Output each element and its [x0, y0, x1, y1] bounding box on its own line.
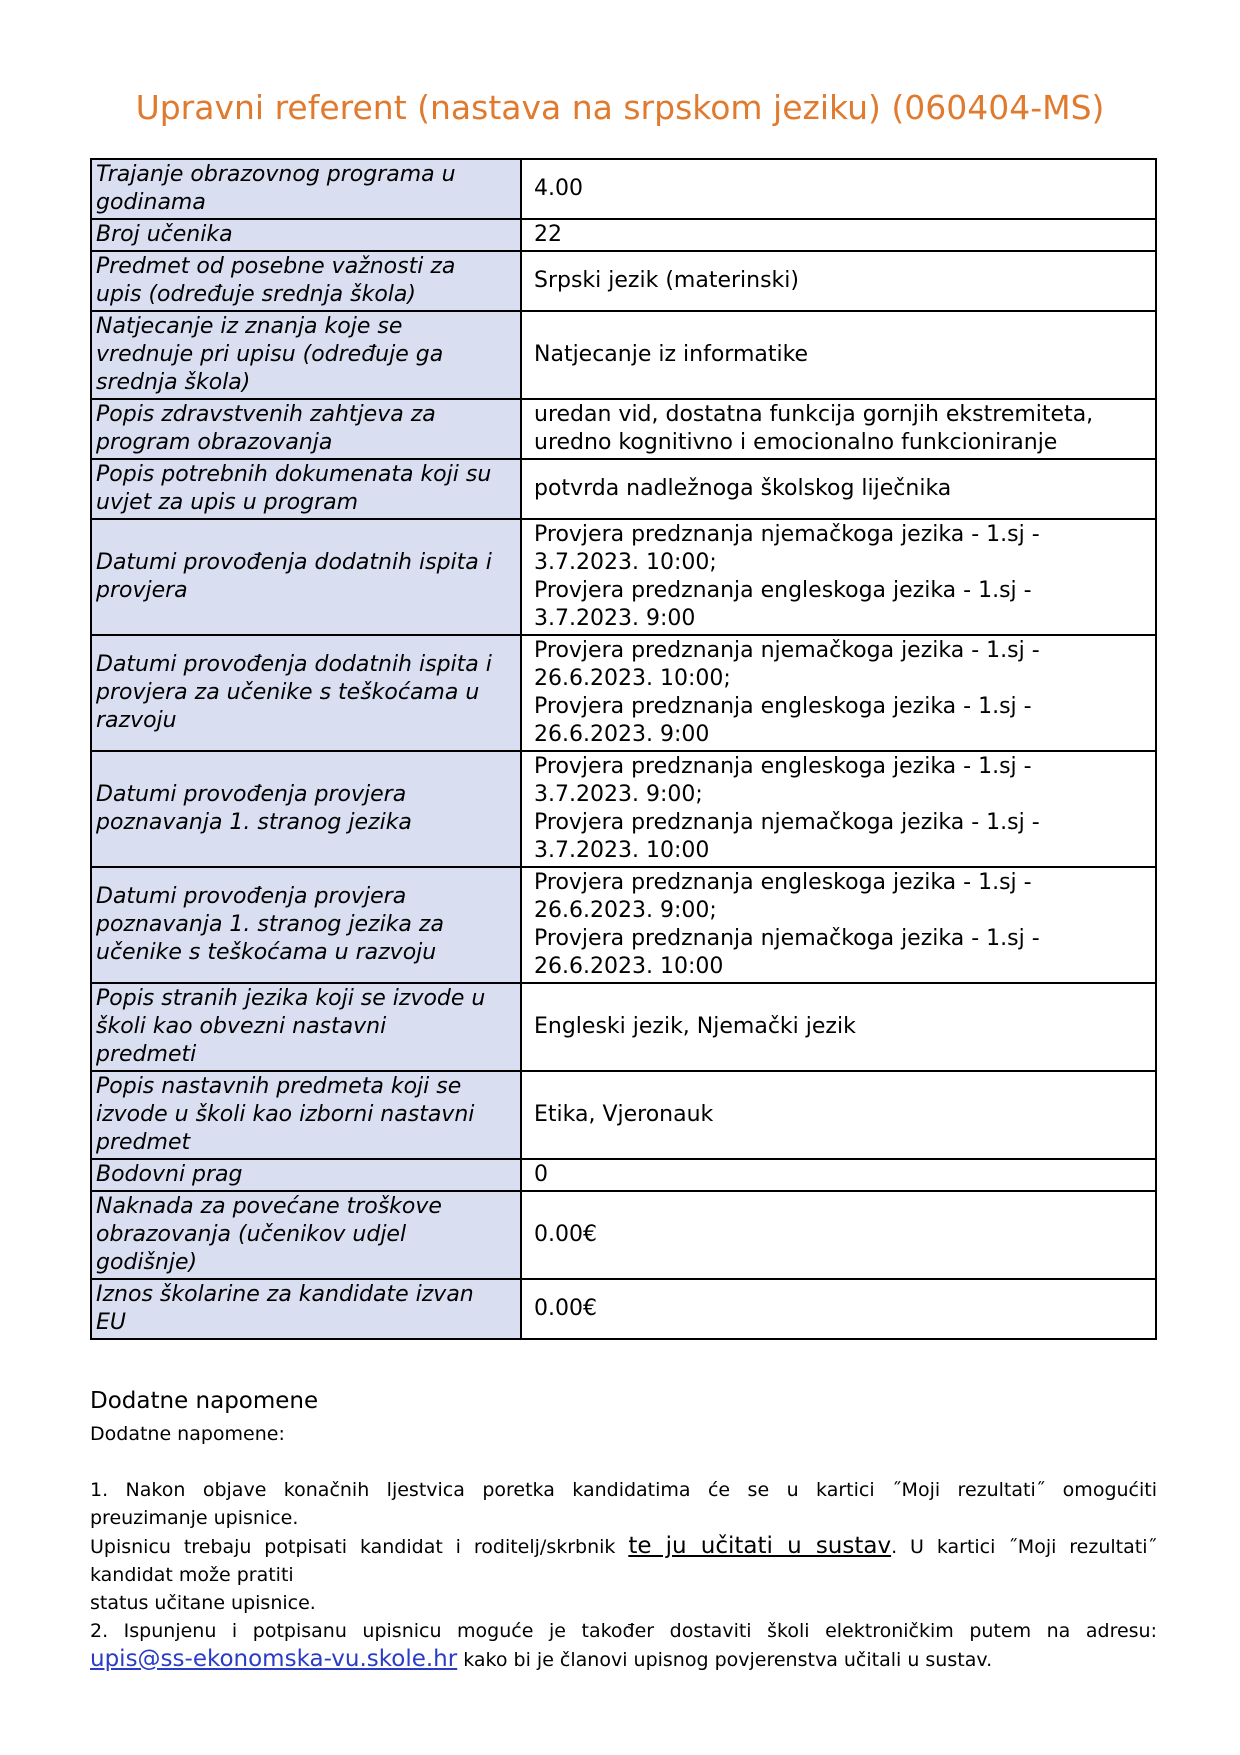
info-row — [91, 159, 1156, 219]
note-3-line-2 — [90, 1645, 1157, 1674]
program-info-table — [90, 158, 1157, 1340]
note-2-text-start: Upisnicu trebaju potpisati kandidat i roditelj/skrbnik — [90, 1536, 629, 1558]
info-row-label: Datumi provođenja dodatnih ispita i provjera — [91, 519, 521, 635]
info-row — [91, 1191, 1156, 1279]
info-row-value: Engleski jezik, Njemački jezik — [521, 983, 1156, 1071]
info-row-label: Datumi provođenja provjera poznavanja 1. stranog jezika — [91, 751, 521, 867]
info-row — [91, 311, 1156, 399]
info-row — [91, 635, 1156, 751]
info-row — [91, 751, 1156, 867]
info-row-value: Etika, Vjeronauk — [521, 1071, 1156, 1159]
info-row-label: Popis nastavnih predmeta koji se izvode u školi kao izborni nastavni predmet — [91, 1071, 521, 1159]
info-row-value: Provjera predznanja njemačkoga jezika - 1.sj - 3.7.2023. 10:00; Provjera predznanja engleskoga jezika - 1.sj - 3.7.2023. 9:00 — [521, 519, 1156, 635]
info-row-label: Bodovni prag — [91, 1159, 521, 1191]
info-row — [91, 219, 1156, 251]
info-row — [91, 867, 1156, 983]
info-row-label: Iznos školarine za kandidate izvan EU — [91, 1279, 521, 1339]
info-row-label: Datumi provođenja provjera poznavanja 1. stranog jezika za učenike s teškoćama u razvoju — [91, 867, 521, 983]
info-row-label: Broj učenika — [91, 219, 521, 251]
note-1-line-1: 1. Nakon objave konačnih ljestvica poretka kandidatima će se u kartici ˝Moji rezultati˝ omogućiti — [90, 1479, 1157, 1501]
info-row-value: potvrda nadležnoga školskog liječnika — [521, 459, 1156, 519]
info-row-label: Trajanje obrazovnog programa u godinama — [91, 159, 521, 219]
note-1-line-2: preuzimanje upisnice. — [90, 1507, 299, 1529]
program-info-table-body — [91, 159, 1156, 1339]
info-row — [91, 1279, 1156, 1339]
info-row-value: 0.00€ — [521, 1191, 1156, 1279]
info-row — [91, 251, 1156, 311]
note-3-line-1: 2. Ispunjenu i potpisanu upisnicu moguće je također dostaviti školi elektroničkim putem na adresu: — [90, 1620, 1157, 1642]
info-row-value: Srpski jezik (materinski) — [521, 251, 1156, 311]
info-row-label: Predmet od posebne važnosti za upis (određuje srednja škola) — [91, 251, 521, 311]
notes-body — [90, 1420, 1157, 1674]
upload-instruction-link[interactable]: te ju učitati u sustav — [628, 1533, 892, 1559]
info-row-value: Provjera predznanja engleskoga jezika - 1.sj - 3.7.2023. 9:00; Provjera predznanja njemačkoga jezika - 1.sj - 3.7.2023. 10:00 — [521, 751, 1156, 867]
email-link[interactable]: upis@ss-ekonomska-vu.skole.hr — [90, 1646, 458, 1672]
page-title: Upravni referent (nastava na srpskom jeziku) (060404-MS) — [135, 88, 1105, 127]
additional-notes-section — [90, 1388, 1157, 1674]
info-row-label: Datumi provođenja dodatnih ispita i provjera za učenike s teškoćama u razvoju — [91, 635, 521, 751]
info-row-label: Popis zdravstvenih zahtjeva za program obrazovanja — [91, 399, 521, 459]
note-2-line-2: kandidat može pratiti — [90, 1564, 294, 1586]
info-row-label: Popis stranih jezika koji se izvode u školi kao obvezni nastavni predmeti — [91, 983, 521, 1071]
note-3-text-end: kako bi je članovi upisnog povjerenstva učitali u sustav. — [457, 1649, 993, 1671]
notes-heading: Dodatne napomene — [90, 1388, 319, 1414]
notes-intro: Dodatne napomene: — [90, 1423, 285, 1445]
info-row-label: Natjecanje iz znanja koje se vrednuje pri upisu (određuje ga srednja škola) — [91, 311, 521, 399]
note-2-text-end: . U kartici ˝Moji rezultati˝ — [891, 1536, 1157, 1558]
info-row-value: 0.00€ — [521, 1279, 1156, 1339]
info-row — [91, 459, 1156, 519]
info-row-value: Provjera predznanja njemačkoga jezika - 1.sj - 26.6.2023. 10:00; Provjera predznanja engleskoga jezika - 1.sj - 26.6.2023. 9:00 — [521, 635, 1156, 751]
info-row-value: 0 — [521, 1159, 1156, 1191]
info-row-label: Popis potrebnih dokumenata koji su uvjet za upis u program — [91, 459, 521, 519]
info-row — [91, 1071, 1156, 1159]
info-row-label: Naknada za povećane troškove obrazovanja (učenikov udjel godišnje) — [91, 1191, 521, 1279]
info-row — [91, 983, 1156, 1071]
info-row-value: 22 — [521, 219, 1156, 251]
info-row-value: Natjecanje iz informatike — [521, 311, 1156, 399]
info-row-value: 4.00 — [521, 159, 1156, 219]
note-2-line-3: status učitane upisnice. — [90, 1592, 316, 1614]
info-row — [91, 399, 1156, 459]
info-row-value: Provjera predznanja engleskoga jezika - 1.sj - 26.6.2023. 9:00; Provjera predznanja njemačkoga jezika - 1.sj - 26.6.2023. 10:00 — [521, 867, 1156, 983]
info-row-value: uredan vid, dostatna funkcija gornjih ekstremiteta, uredno kognitivno i emocionalno funkcioniranje — [521, 399, 1156, 459]
info-row — [91, 1159, 1156, 1191]
info-row — [91, 519, 1156, 635]
note-2-line-1 — [90, 1532, 1157, 1561]
